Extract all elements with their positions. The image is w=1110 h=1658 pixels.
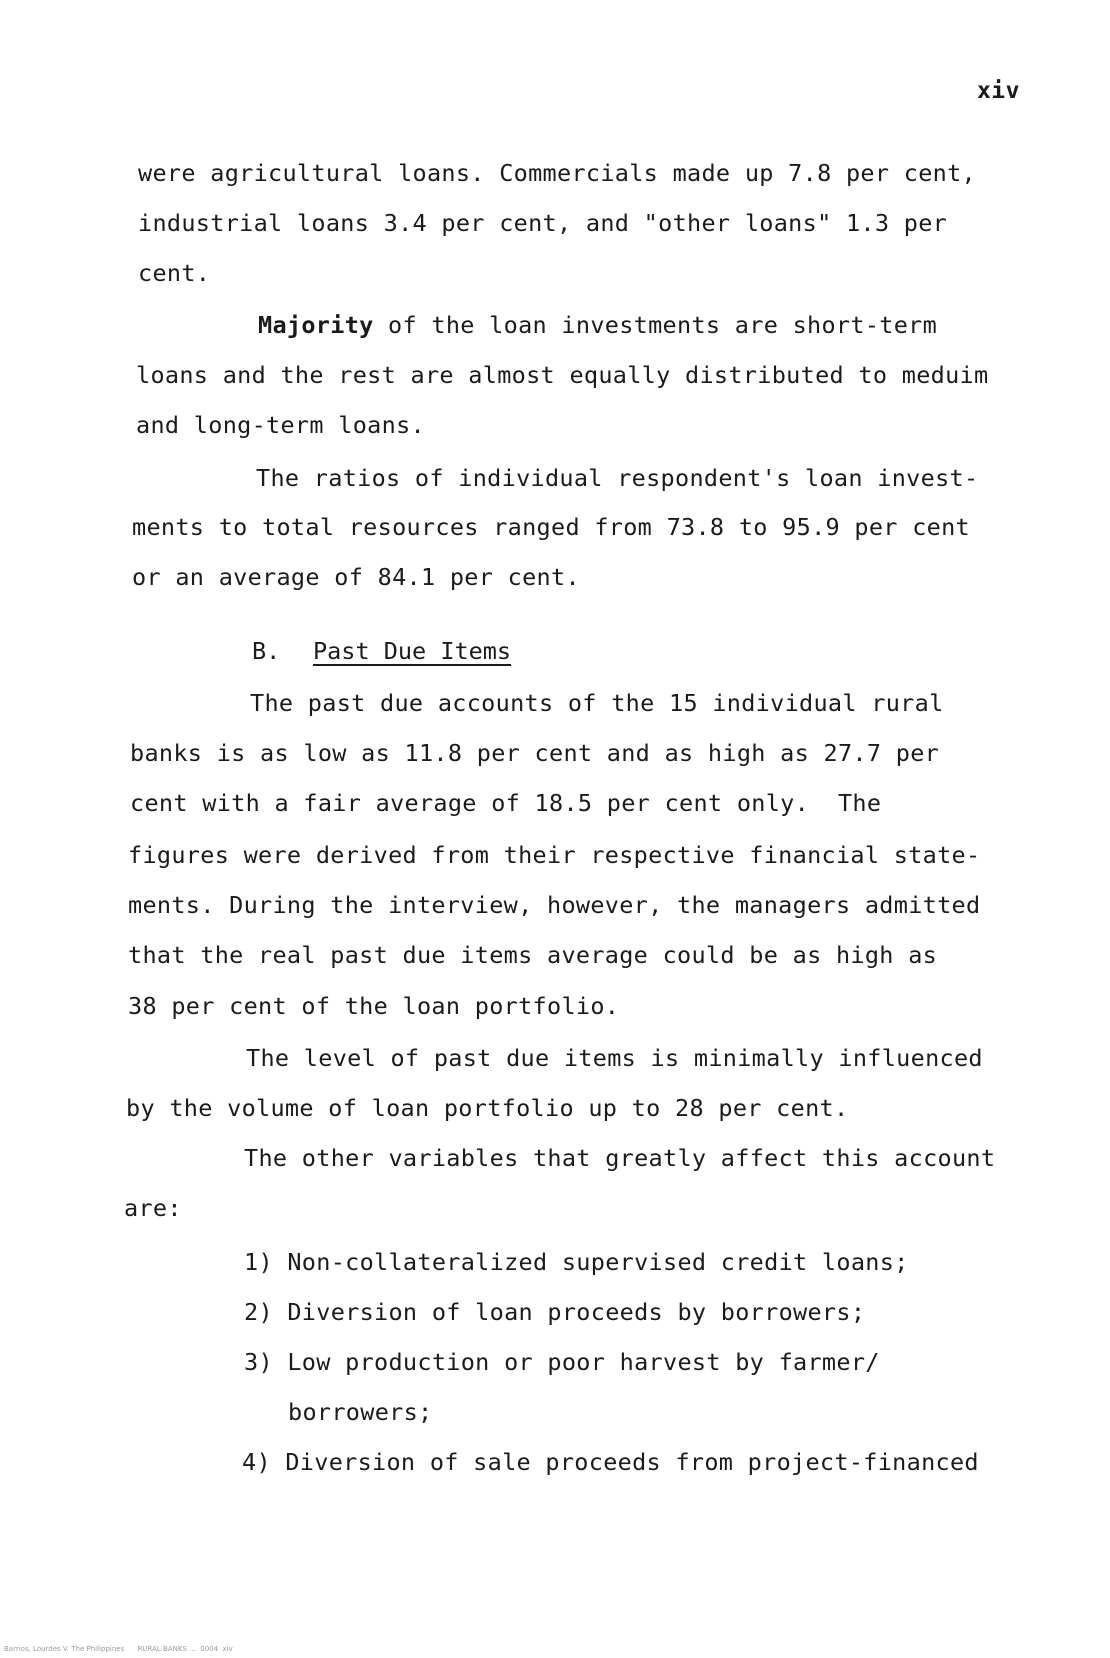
list-item: 1) Non-collateralized supervised credit loans; <box>244 1248 909 1276</box>
paragraph-3-line-2: ments to total resources ranged from 73.8 to 95.9 per cent <box>132 513 970 541</box>
list-item-continuation: borrowers; <box>288 1398 433 1426</box>
paragraph-1-line-3: cent. <box>138 259 211 287</box>
paragraph-4-line-2: banks is as low as 11.8 per cent and as high as 27.7 per <box>130 739 940 767</box>
paragraph-4-line-7: 38 per cent of the loan portfolio. <box>128 992 620 1020</box>
paragraph-2-line-3: and long-term loans. <box>136 411 425 439</box>
list-item: 2) Diversion of loan proceeds by borrowers; <box>244 1298 866 1326</box>
section-letter: B. <box>252 637 281 665</box>
paragraph-5-line-2: by the volume of loan portfolio up to 28 per cent. <box>126 1094 849 1122</box>
paragraph-1-line-1: were agricultural loans. Commercials made up 7.8 per cent, <box>138 159 976 187</box>
paragraph-1-line-2: industrial loans 3.4 per cent, and "other loans" 1.3 per <box>138 209 948 237</box>
paragraph-2-bold-lead: Majority <box>258 311 374 339</box>
page-number: xiv <box>976 78 1020 104</box>
scan-footer-note: Barrios, Lourdes V. The Philippines RURAL BANKS ... 0004 xiv <box>4 1645 233 1653</box>
list-item: 3) Low production or poor harvest by farmer/ <box>244 1348 880 1376</box>
paragraph-4-line-4: figures were derived from their respective financial state- <box>128 841 981 869</box>
paragraph-6-line-2: are: <box>124 1194 182 1222</box>
paragraph-4-line-5: ments. During the interview, however, the managers admitted <box>128 891 981 919</box>
paragraph-3-line-1: The ratios of individual respondent's loan invest- <box>256 464 979 492</box>
paragraph-2-line-1-rest: of the loan investments are short-term <box>373 311 938 339</box>
paragraph-3-line-3: or an average of 84.1 per cent. <box>132 563 580 591</box>
list-item: 4) Diversion of sale proceeds from project-financed <box>242 1448 979 1476</box>
paragraph-4-line-1: The past due accounts of the 15 individual rural <box>250 689 944 717</box>
section-title: Past Due Items <box>313 637 512 665</box>
paragraph-4-line-3: cent with a fair average of 18.5 per cent only. The <box>130 789 882 817</box>
paragraph-4-line-6: that the real past due items average could be as high as <box>128 941 938 969</box>
paragraph-6-line-1: The other variables that greatly affect this account <box>244 1144 996 1172</box>
paragraph-2-line-2: loans and the rest are almost equally distributed to meduim <box>136 361 989 389</box>
paragraph-5-line-1: The level of past due items is minimally influenced <box>246 1044 983 1072</box>
paragraph-2-line-1 <box>258 310 937 340</box>
